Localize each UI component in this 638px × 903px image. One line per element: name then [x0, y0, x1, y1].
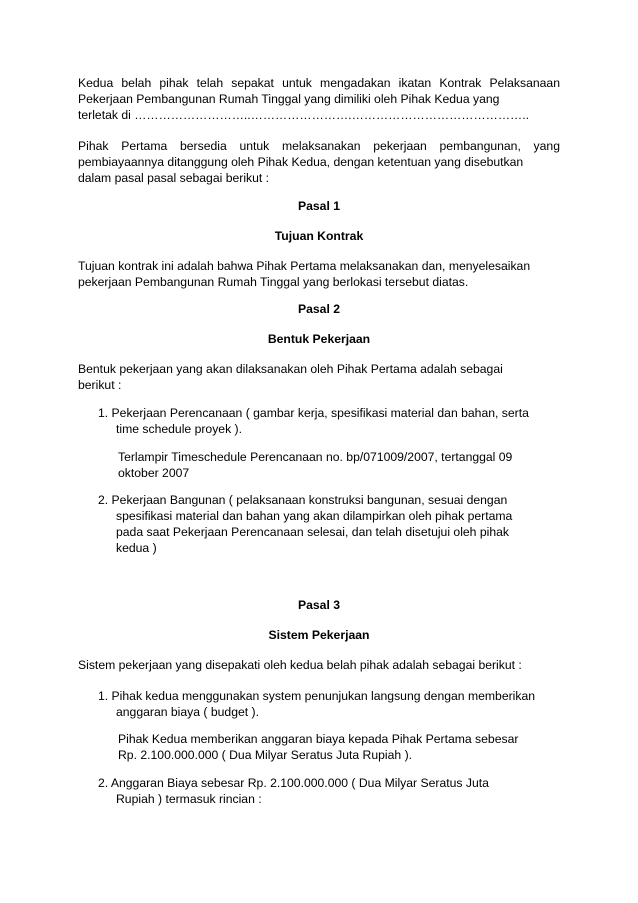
- intro-paragraph-2: [78, 138, 560, 186]
- pasal-2-item-2-line-4: kedua ): [116, 541, 157, 555]
- intro-paragraph-1-text: Kedua belah pihak telah sepakat untuk mengadakan ikatan Kontrak Pelaksanaan Pekerjaan Pembangunan Rumah Tinggal yang dimiliki oleh Pihak Kedua yang: [78, 76, 560, 106]
- pasal-2-item-1-note: [118, 449, 558, 481]
- pasal-2-item-2-line-1: 2. Pekerjaan Bangunan ( pelaksanaan konstruksi bangunan, sesuai dengan: [98, 493, 508, 507]
- pasal-2-item-1-note-line-1: Terlampir Timeschedule Perencanaan no. bp/071009/2007, tertanggal 09: [118, 450, 513, 464]
- pasal-3-item-1-note: [118, 731, 558, 763]
- pasal-2-intro: [78, 361, 560, 393]
- intro-paragraph-1: [78, 75, 560, 123]
- pasal-3-intro: Sistem pekerjaan yang disepakati oleh kedua belah pihak adalah sebagai berikut :: [78, 658, 522, 672]
- pasal-3-item-1-note-line-2: Rp. 2.100.000.000 ( Dua Milyar Seratus Juta Rupiah ).: [118, 748, 413, 762]
- pasal-2-heading: Pasal 2: [297, 302, 340, 316]
- pasal-1-body-line-1: Tujuan kontrak ini adalah bahwa Pihak Pertama melaksanakan dan, menyelesaikan: [78, 259, 531, 273]
- pasal-1-title: Tujuan Kontrak: [274, 229, 364, 243]
- pasal-2-intro-line-2: berikut :: [78, 378, 122, 392]
- pasal-3-heading: Pasal 3: [297, 598, 340, 612]
- intro-paragraph-2-last-line: dalam pasal pasal sebagai berikut :: [78, 171, 270, 185]
- pasal-2-item-2-line-3: pada saat Pekerjaan Perencanaan selesai, dan telah disetujui oleh pihak: [116, 525, 509, 539]
- pasal-3-item-1-line-1: 1. Pihak kedua menggunakan system penunjukan langsung dengan memberikan: [98, 689, 536, 703]
- pasal-3-item-1-note-line-1: Pihak Kedua memberikan anggaran biaya kepada Pihak Pertama sebesar: [118, 732, 519, 746]
- pasal-1-heading: Pasal 1: [297, 199, 340, 213]
- pasal-3-item-2-line-1: 2. Anggaran Biaya sebesar Rp. 2.100.000.000 ( Dua Milyar Seratus Juta: [98, 776, 489, 790]
- pasal-2-item-1-line-2: time schedule proyek ).: [116, 422, 242, 436]
- pasal-3-item-2-line-2: Rupiah ) termasuk rincian :: [116, 792, 262, 806]
- pasal-2-item-1-line-1: 1. Pekerjaan Perencanaan ( gambar kerja, spesifikasi material dan bahan, serta: [98, 406, 529, 420]
- pasal-2-title: Bentuk Pekerjaan: [267, 332, 371, 346]
- pasal-2-item-1: [98, 405, 568, 437]
- pasal-2-item-2-line-2: spesifikasi material dan bahan yang akan dilampirkan oleh pihak pertama: [116, 509, 513, 523]
- pasal-3-item-1-line-2: anggaran biaya ( budget ).: [116, 705, 259, 719]
- pasal-2-item-1-note-line-2: oktober 2007: [118, 466, 190, 480]
- pasal-3-title: Sistem Pekerjaan: [268, 628, 370, 642]
- pasal-1-body: [78, 258, 560, 290]
- intro-paragraph-1-last-line: terletak di ………………………..…………………….……………………………………..: [78, 108, 529, 122]
- pasal-3-item-1: [98, 688, 568, 720]
- pasal-2-item-2: [98, 492, 568, 556]
- pasal-3-item-2: [98, 775, 568, 807]
- intro-paragraph-2-text: Pihak Pertama bersedia untuk melaksanakan pekerjaan pembangunan, yang pembiayaannya ditanggung oleh Pihak Kedua, dengan ketentuan yang disebutkan: [78, 139, 560, 169]
- pasal-1-body-line-2: pekerjaan Pembangunan Rumah Tinggal yang berlokasi tersebut diatas.: [78, 275, 469, 289]
- pasal-2-intro-line-1: Bentuk pekerjaan yang akan dilaksanakan oleh Pihak Pertama adalah sebagai: [78, 362, 503, 376]
